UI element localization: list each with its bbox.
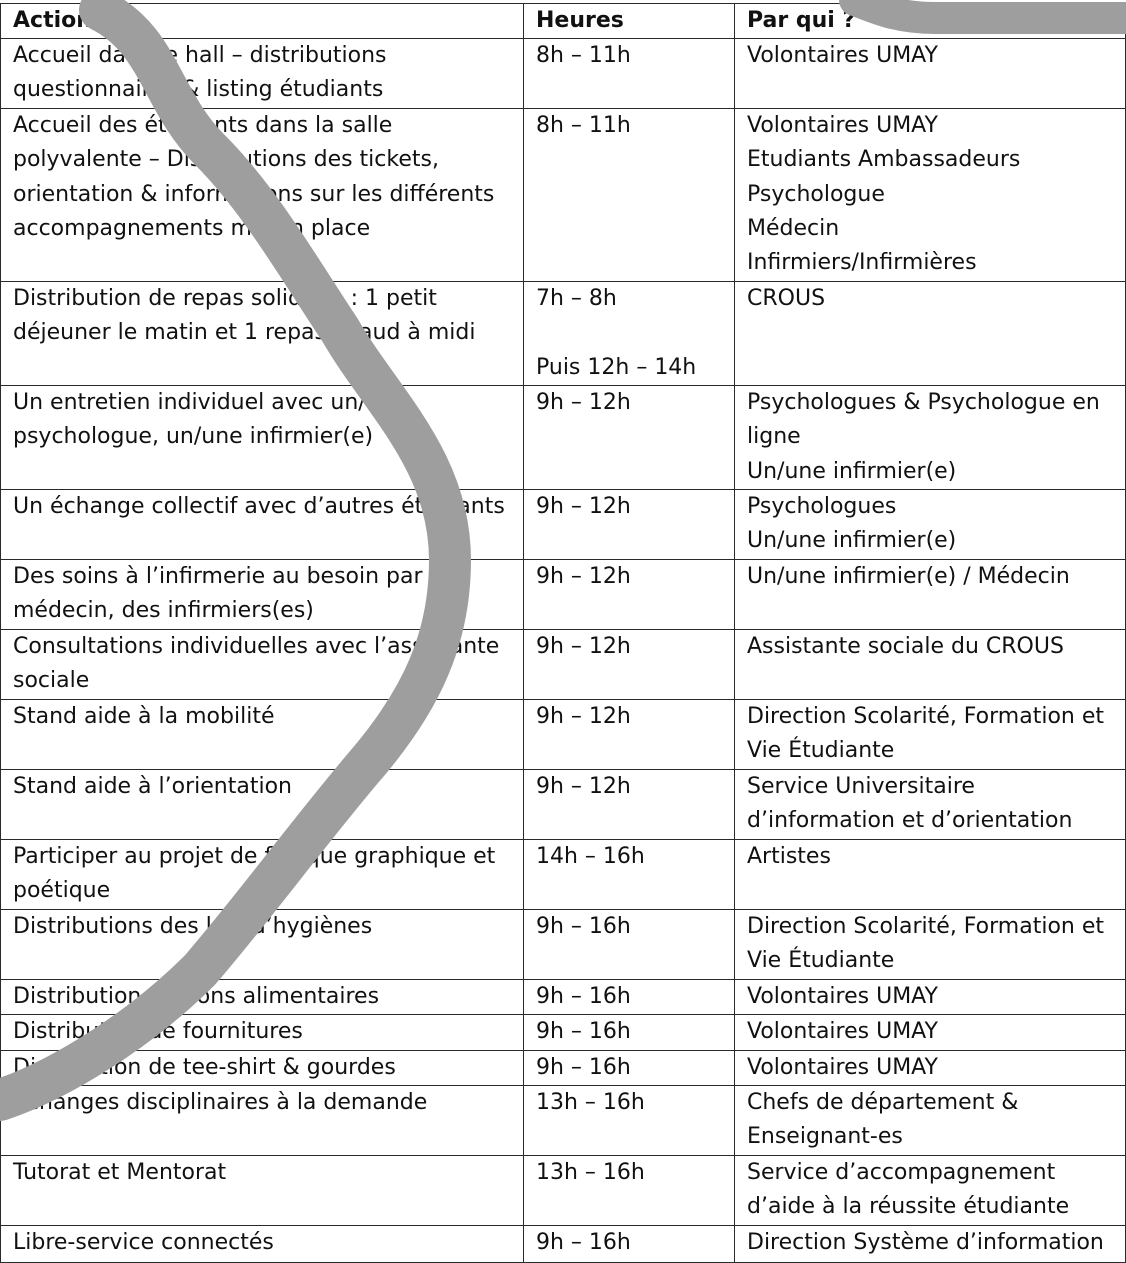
cell-par-qui-line: Volontaires UMAY [747, 1019, 938, 1045]
cell-heures [524, 109, 735, 282]
table-row [1, 840, 1126, 910]
cell-action: Un échange collectif avec d’autres étudiants [1, 490, 524, 560]
cell-action: Des soins à l’infirmerie au besoin par un médecin, des infirmiers(es) [1, 560, 524, 630]
cell-action: Libre-service connectés [1, 1225, 524, 1262]
cell-par-qui-line: Psychologues [747, 494, 897, 519]
cell-par-qui-line: Volontaires UMAY [747, 113, 938, 138]
cell-heures [524, 39, 735, 109]
table-row [1, 1015, 1126, 1050]
cell-heures-line: 7h – 8h [536, 286, 617, 311]
cell-action: Échanges disciplinaires à la demande [1, 1085, 524, 1155]
table-row [1, 1050, 1126, 1085]
cell-heures [524, 1155, 735, 1225]
cell-par-qui-line: Volontaires UMAY [747, 984, 938, 1009]
cell-par-qui [735, 1155, 1126, 1225]
cell-heures-line: 8h – 11h [536, 113, 631, 138]
table-row [1, 910, 1126, 980]
cell-par-qui-line: Artistes [747, 844, 831, 869]
cell-action: Accueil des étudiants dans la salle polyvalente – Distributions des tickets, orientation & informations sur les différents accompagnements mis en place [1, 109, 524, 282]
cell-heures-line: 9h – 12h [536, 634, 631, 659]
cell-heures [524, 1225, 735, 1262]
cell-action: Distribution de fournitures [1, 1015, 524, 1050]
cell-heures-line: 8h – 11h [536, 43, 631, 68]
cell-heures [524, 1015, 735, 1050]
cell-par-qui-line: CROUS [747, 286, 826, 311]
cell-heures-line: 13h – 16h [536, 1159, 645, 1185]
cell-par-qui-line: Médecin [747, 215, 840, 241]
table-row [1, 109, 1126, 282]
table-row [1, 980, 1126, 1015]
table-row [1, 1085, 1126, 1155]
cell-par-qui [735, 980, 1126, 1015]
table-header-row [1, 4, 1126, 39]
cell-par-qui [735, 1050, 1126, 1085]
cell-heures-line: 9h – 16h [536, 1019, 631, 1045]
cell-action: Distributions des kits d’hygiènes [1, 910, 524, 980]
cell-heures [524, 1085, 735, 1155]
table-row [1, 700, 1126, 770]
cell-heures [524, 840, 735, 910]
cell-par-qui-line: Volontaires UMAY [747, 43, 938, 68]
cell-par-qui-line: Assistante sociale du CROUS [747, 634, 1064, 659]
cell-par-qui-line: Un/une infirmier(e) / Médecin [747, 564, 1070, 589]
cell-par-qui [735, 282, 1126, 386]
cell-action: Distribution de bons alimentaires [1, 980, 524, 1015]
cell-par-qui [735, 1225, 1126, 1262]
cell-par-qui-line: Direction Scolarité, Formation et Vie Étudiante [747, 914, 1104, 974]
table-row [1, 560, 1126, 630]
cell-par-qui [735, 630, 1126, 700]
table-row [1, 630, 1126, 700]
cell-action: Distribution de tee-shirt & gourdes [1, 1050, 524, 1085]
cell-par-qui-line: Psychologues & Psychologue en ligne [747, 390, 1100, 450]
cell-heures [524, 770, 735, 840]
cell-heures-line: 9h – 16h [536, 914, 631, 939]
cell-heures-line: 9h – 16h [536, 984, 631, 1009]
header-heures: Heures [524, 4, 735, 39]
cell-heures-line: 14h – 16h [536, 844, 645, 869]
cell-heures-line: 9h – 12h [536, 774, 631, 799]
cell-heures [524, 386, 735, 490]
schedule-table [0, 3, 1126, 1263]
cell-par-qui [735, 840, 1126, 910]
cell-heures-line: 9h – 16h [536, 1229, 631, 1255]
cell-heures-line: 9h – 12h [536, 390, 631, 415]
cell-action: Consultations individuelles avec l’assistante sociale [1, 630, 524, 700]
table-row [1, 1225, 1126, 1262]
cell-action: Accueil dans le hall – distributions questionnaires & listing étudiants [1, 39, 524, 109]
table-row [1, 1155, 1126, 1225]
table-row [1, 490, 1126, 560]
table-row [1, 282, 1126, 386]
cell-par-qui-line: Direction Système d’information [747, 1229, 1104, 1255]
cell-par-qui [735, 39, 1126, 109]
cell-heures [524, 282, 735, 386]
cell-par-qui-line: Un/une infirmier(e) [747, 458, 957, 484]
cell-heures-line: 13h – 16h [536, 1089, 645, 1115]
cell-heures-line: 9h – 12h [536, 564, 631, 589]
cell-action: Stand aide à la mobilité [1, 700, 524, 770]
table-body [1, 39, 1126, 1263]
cell-heures [524, 980, 735, 1015]
table-row [1, 386, 1126, 490]
cell-heures [524, 630, 735, 700]
cell-par-qui [735, 490, 1126, 560]
cell-heures [524, 1050, 735, 1085]
cell-heures [524, 700, 735, 770]
cell-heures-gap [536, 316, 724, 350]
cell-par-qui-line: Infirmiers/Infirmières [747, 250, 977, 276]
cell-par-qui [735, 1015, 1126, 1050]
cell-heures-line: 9h – 16h [536, 1054, 631, 1080]
cell-heures [524, 910, 735, 980]
table-row [1, 770, 1126, 840]
header-actions: Actions [1, 4, 524, 39]
cell-heures-line: Puis 12h – 14h [536, 354, 697, 380]
cell-par-qui [735, 700, 1126, 770]
cell-heures-line: 9h – 12h [536, 704, 631, 729]
cell-par-qui-line: Psychologue [747, 181, 885, 207]
cell-par-qui-line: Un/une infirmier(e) [747, 528, 957, 554]
cell-par-qui-line: Service d’accompagnement d’aide à la réussite étudiante [747, 1159, 1070, 1220]
cell-par-qui [735, 386, 1126, 490]
cell-par-qui-line: Service Universitaire [747, 774, 975, 799]
cell-heures-line: 9h – 12h [536, 494, 631, 519]
cell-par-qui-line: d’information et d’orientation [747, 808, 1073, 834]
cell-action: Participer au projet de fresque graphique et poétique [1, 840, 524, 910]
cell-action: Un entretien individuel avec un/une psychologue, un/une infirmier(e) [1, 386, 524, 490]
cell-par-qui [735, 770, 1126, 840]
cell-par-qui-line: Volontaires UMAY [747, 1054, 938, 1080]
cell-par-qui [735, 910, 1126, 980]
table-row [1, 39, 1126, 109]
cell-par-qui-line: Chefs de département & Enseignant-es [747, 1089, 1019, 1150]
cell-par-qui [735, 1085, 1126, 1155]
cell-heures [524, 490, 735, 560]
header-par-qui: Par qui ? [735, 4, 1126, 39]
cell-action: Distribution de repas solidaire : 1 petit déjeuner le matin et 1 repas chaud à midi [1, 282, 524, 386]
cell-heures [524, 560, 735, 630]
cell-action: Tutorat et Mentorat [1, 1155, 524, 1225]
cell-par-qui [735, 560, 1126, 630]
cell-action: Stand aide à l’orientation [1, 770, 524, 840]
cell-par-qui [735, 109, 1126, 282]
cell-par-qui-line: Etudiants Ambassadeurs [747, 147, 1021, 173]
cell-par-qui-line: Direction Scolarité, Formation et Vie Étudiante [747, 704, 1104, 764]
